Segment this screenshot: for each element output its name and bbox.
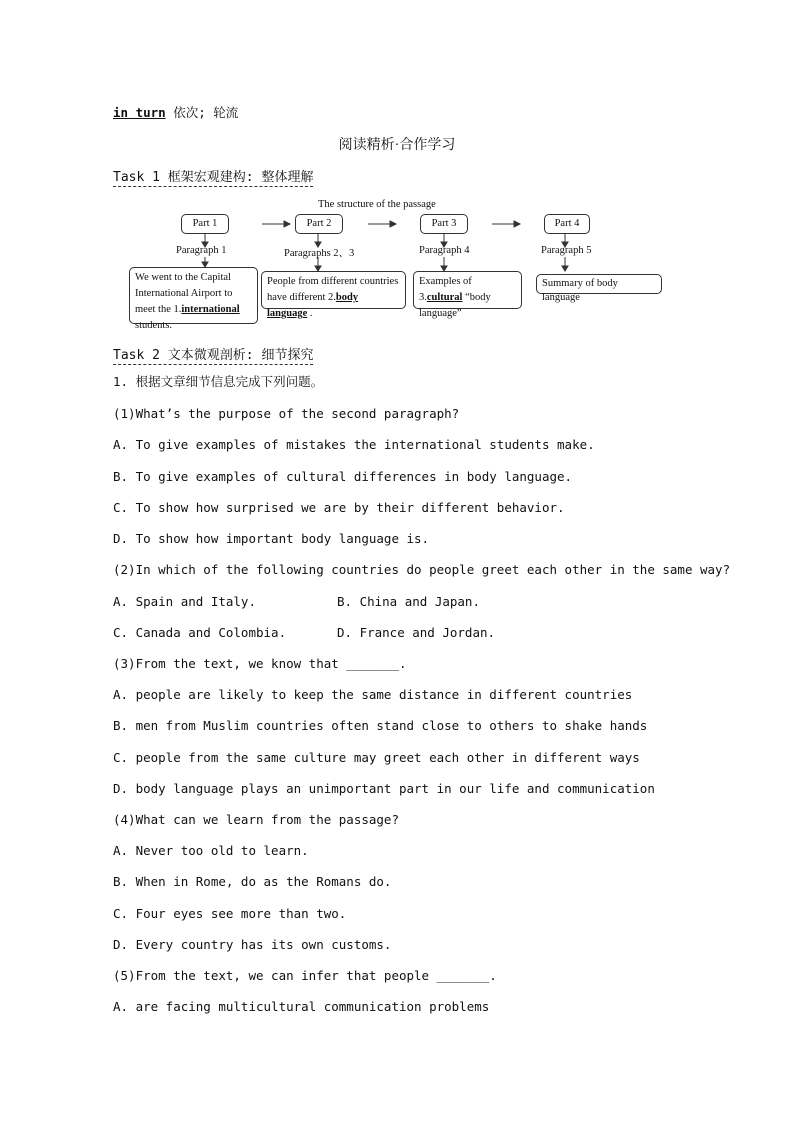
- part-1-content: We went to the Capital International Airport to meet the 1.international students.: [129, 267, 258, 324]
- question-1-option-d: D. To show how important body language is.: [113, 531, 430, 546]
- question-1-stem: (1)What’s the purpose of the second paragraph?: [113, 406, 460, 421]
- question-3-stem: (3)From the text, we know that _______.: [113, 656, 407, 671]
- section-heading: 阅读精析·合作学习: [338, 138, 456, 153]
- task2-label: Task 2 文本微观剖析: 细节探究: [113, 344, 313, 365]
- question-2-options-cd: [113, 625, 496, 641]
- part-2-paragraph: Paragraphs 2、3: [284, 248, 355, 259]
- question-4-stem: (4)What can we learn from the passage?: [113, 812, 399, 827]
- part-4-paragraph: Paragraph 5: [541, 245, 592, 256]
- question-3-option-d: D. body language plays an unimportant part in our life and communication: [113, 781, 655, 796]
- arrow-head-right-2: [390, 221, 396, 227]
- vocab-meaning: 依次; 轮流: [173, 105, 239, 120]
- answer-2: body language: [267, 292, 359, 319]
- question-4-option-c: C. Four eyes see more than two.: [113, 906, 347, 921]
- part-3-box: Part 3: [420, 214, 468, 234]
- part-1-paragraph: Paragraph 1: [176, 245, 227, 256]
- question-5-stem: (5)From the text, we can infer that people _______.: [113, 968, 497, 983]
- answer-3: cultural: [426, 292, 463, 303]
- part-2-box: Part 2: [295, 214, 343, 234]
- question-4-option-d: D. Every country has its own customs.: [113, 937, 392, 952]
- question-2-option-c: C. Canada and Colombia.: [113, 625, 287, 640]
- arrow-head-right-3: [514, 221, 520, 227]
- diagram-connectors: [0, 196, 794, 330]
- vocab-term: in turn: [113, 105, 166, 120]
- question-2-option-b: B. China and Japan.: [337, 594, 480, 609]
- part-4-content: Summary of body language: [536, 274, 662, 294]
- part-3-paragraph: Paragraph 4: [419, 245, 470, 256]
- arrow-head-right-1: [284, 221, 290, 227]
- question-4-option-b: B. When in Rome, do as the Romans do.: [113, 874, 392, 889]
- part-1-box: Part 1: [181, 214, 229, 234]
- question-5-option-a: A. are facing multicultural communication problems: [113, 999, 490, 1014]
- question-1-option-c: C. To show how surprised we are by their different behavior.: [113, 500, 565, 515]
- question-2-options-ab: [113, 594, 480, 610]
- question-2-option-d: D. France and Jordan.: [337, 625, 496, 640]
- question-3-option-c: C. people from the same culture may greet each other in different ways: [113, 750, 640, 765]
- part-2-content: People from different countries have different 2.body language .: [261, 271, 406, 309]
- instruction: 1. 根据文章细节信息完成下列问题。: [113, 374, 324, 389]
- question-2-option-a: A. Spain and Italy.: [113, 594, 256, 609]
- vocab-line: [113, 105, 238, 121]
- structure-diagram: [0, 196, 794, 330]
- task1-label: Task 1 框架宏观建构: 整体理解: [113, 166, 313, 187]
- part-3-content: Examples of 3.cultural “body language”: [413, 271, 522, 309]
- question-2-stem: (2)In which of the following countries do people greet each other in the same way?: [113, 562, 731, 577]
- answer-1: international: [181, 304, 240, 315]
- question-4-option-a: A. Never too old to learn.: [113, 843, 309, 858]
- question-3-option-a: A. people are likely to keep the same distance in different countries: [113, 687, 633, 702]
- diagram-title: The structure of the passage: [318, 199, 436, 210]
- part-4-box: Part 4: [544, 214, 590, 234]
- question-3-option-b: B. men from Muslim countries often stand close to others to shake hands: [113, 718, 648, 733]
- question-1-option-a: A. To give examples of mistakes the international students make.: [113, 437, 595, 452]
- question-1-option-b: B. To give examples of cultural differences in body language.: [113, 469, 573, 484]
